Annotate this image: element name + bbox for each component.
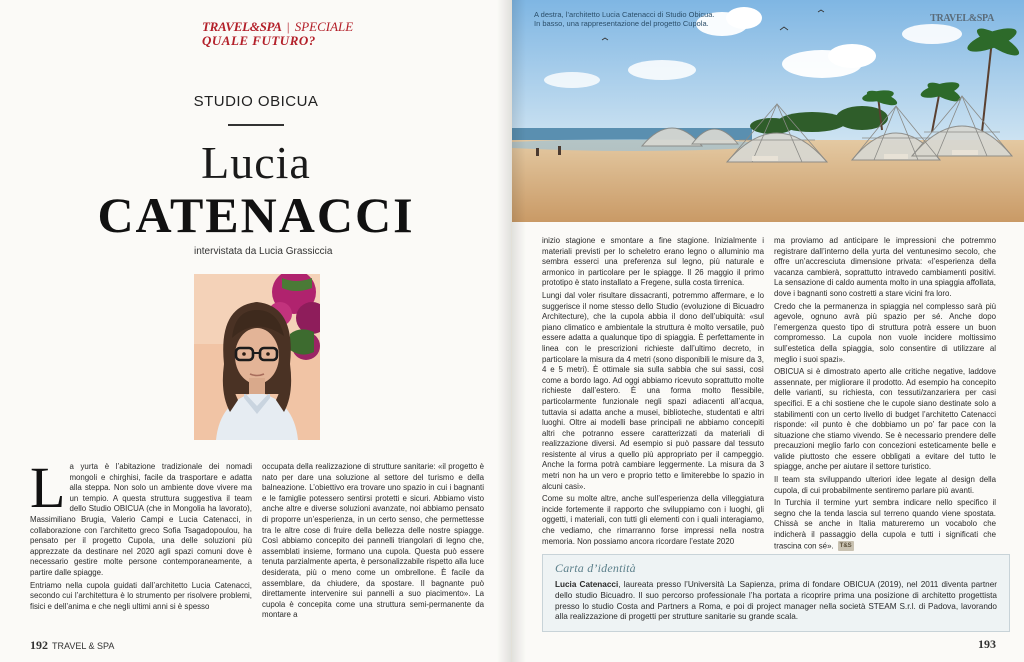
masthead-separator: | xyxy=(286,19,290,34)
paragraph: Entriamo nella cupola guidati dall’architetto Lucia Catenacci, secondo cui l’architettura è lo strumento per risolvere problemi, fisici e dell’anima e che negli ultimi anni si è spesso xyxy=(30,580,252,611)
left-column-1 xyxy=(30,455,252,614)
paragraph: Come su molte altre, anche sull’esperienza della villeggiatura incide fortemente il rapporto che sviluppiamo con i luoghi, gli oggetti, i materiali, con tutti gli elementi con i quali interagiamo, che vediamo, che rimarranno forse impressi nella nostra memoria. Non possiamo ancora ricordare l’estate 2020 xyxy=(542,494,764,546)
title-divider xyxy=(228,124,284,126)
identity-card-box xyxy=(542,554,1010,632)
photo-caption-line: A destra, l’architetto Lucia Catenacci di Studio Obicua. xyxy=(534,10,715,19)
page-number-left: 192 xyxy=(30,638,48,652)
right-page xyxy=(512,0,1024,662)
folio-label: TRAVEL & SPA xyxy=(52,641,115,651)
article-title-last: CATENACCI xyxy=(97,187,415,243)
masthead-section: SPECIALE xyxy=(294,19,354,34)
folio-left xyxy=(30,638,114,653)
beach-domes-photo xyxy=(512,0,1024,222)
beach-domes-illustration xyxy=(512,0,1024,222)
masthead-subtitle: QUALE FUTURO? xyxy=(202,33,316,48)
article-byline: intervistata da Lucia Grassiccia xyxy=(194,246,333,257)
masthead xyxy=(202,20,353,48)
article-kicker: STUDIO OBICUA xyxy=(193,93,319,110)
paragraph: Il team sta sviluppando ulteriori idee legate al design della cupola, di cui probabilmente sentiremo parlare più avanti. xyxy=(774,475,996,495)
paragraph: ma proviamo ad anticipare le impressioni che potremmo registrare dall’interno della yurta del ventunesimo secolo, che offre un’accresciuta dimensione privata: «l’esperienza della vacanza cambierà, soprattutto intravedo cambiamenti positivi. La sensazione di caldo aumenta molto in una spiaggia affollata, dove i bagnanti sono costretti a stare vicini fra loro. xyxy=(774,236,996,298)
drop-cap: L xyxy=(30,455,66,520)
paragraph: occupata della realizzazione di strutture sanitarie: «il progetto è nato per dare una soluzione al settore del turismo e della balneazione. L’obiettivo era trovare uno spazio in cui i bagnanti e le famiglie potessero sentirsi protetti e sicuri. Abbiamo visto anche altre e diverse soluzioni avanzate, noi abbiamo pensato di proporre un’esperienza, in un certo senso, che permettesse tra le altre cose di fruire della bellezza delle nostre spiagge. Così abbiamo concepito dei pannelli triangolari di legno che, assemblati insieme, formano una cupola. Questa può essere tenuta parzialmente aperta, è personalizzabile rispetto alla luce desiderata, più o meno come un ombrellone. È facile da assemblare, da chiudere, da spostare. Il bagnante può direttamente intervenire sui pannelli a suo piacimento». La cupola è concepita come una struttura semi-permanente da montare a xyxy=(262,462,484,620)
identity-card-name: Lucia Catenacci xyxy=(555,580,619,589)
identity-card-body: , laureata presso l’Università La Sapienza, prima di fondare OBICUA (2019), nel 2011 diventa partner dello studio Bicuadro. Il suo percorso professionale l’ha portata a ricoprire prima una posizione di architetto progettista presso lo studio Costa and Partners a Roma, e poi di project manager nella società STEAM S.r.l. di Padova, lavorando alla realizzazione di progetti per strutture sanitarie su grande scala. xyxy=(555,580,998,622)
portrait-illustration xyxy=(194,274,320,440)
paragraph xyxy=(774,498,996,551)
masthead-brand: TRAVEL&SPA xyxy=(202,19,282,34)
photo-caption xyxy=(534,10,734,28)
photo-brand-logo: TRAVEL&SPA xyxy=(930,13,994,24)
paragraph-text: In Turchia il termine yurt sembra indicare nello specifico il segno che la tenda lascia sul terreno quando viene spostata. Chissà se anche in Italia matureremo un vocabolo che indicherà il passaggio della cupola e tutti i significati che trascina con sé». xyxy=(774,498,996,551)
left-column-2 xyxy=(262,462,484,623)
paragraph: Credo che la permanenza in spiaggia nel complesso sarà più agevole, ognuno avrà più spazio per sé. Anche dopo l’emergenza questo tipo di struttura potrà essere un buon compromesso. La cupola non vuole incidere moltissimo sull’estetica della spiaggia, solo consentire di utilizzare al meglio i suoi spazi». xyxy=(774,301,996,364)
paragraph: OBICUA si è dimostrato aperto alle critiche negative, laddove assennate, per migliorare il prodotto. Ad esempio ha concepito delle varianti, su richiesta, con tessuti/zanzariera per casi specifici. E a chi sostiene che le cupole siano destinate solo a stabilimenti con un certo livello di budget l’architetto Catenacci risponde: «il punto è che dobbiamo un po’ far pace con la situazione che stiamo vivendo. Se è necessario prendere delle precauzioni meglio farlo con concezioni esteticamente belle e valide piuttosto che essere obbligati a evitare del tutto le spiagge, anche per aiutare il settore turistico. xyxy=(774,367,996,472)
identity-card-title: Carta d’identità xyxy=(555,561,636,575)
paragraph: Lungi dal voler risultare dissacranti, potremmo affermare, e lo suggerisce il nome stesso dello Studio (evoluzione di Bicuadro Architecture), che la cupola abbia il dono dell’ubiquità: «sul piano climatico e ambientale la struttura è molto versatile, può essere adatta a qualunque tipo di spiaggia. È perfettamente in linea con le prescrizioni richieste dall’ultimo decreto, in particolare la misura da 4 metri (sono disponibili le misure da 3, 4 e 5 metri). È ottimale sia sulla sabbia che sui sassi, così come a bordo lago. Ad oggi abbiamo ricevuto soprattutto molte richieste dall’estero. È una forma molto flessibile, particolarmente funzionale negli spazi adiacenti all’acqua, tuttavia si adatta anche a musei, biblioteche, studentati e altri luoghi. Oltre ai modelli base principali ne abbiamo concepiti altri che potranno essere caratterizzati da materiali di realizzazione diversi. Ad esempio si può passare dal tessuto resistente al virus a quello più appropriato per il campeggio. Anche la forma potrà cambiare leggermente. La misura da 3 metri non ha un vero e proprio tetto e limiterebbe lo spazio in alcuni casi». xyxy=(542,290,764,491)
portrait-photo xyxy=(194,274,320,440)
end-mark: T&S xyxy=(838,541,854,552)
article-title-first: Lucia xyxy=(201,137,311,188)
identity-card-text xyxy=(555,580,997,623)
paragraph: a yurta è l’abitazione tradizionale dei nomadi mongoli e chirghisi, facile da trasportare e adatta alla steppa. Non solo un ambiente dove vivere ma un tempio. A questa struttura suggestiva il team dello Studio OBICUA (che in Mongolia ha lavorato), Massimiliano Brugia, Valerio Campi e Lucia Catenacci, in collaborazione con l’architetto greco Sofia Tsagadopoulou, ha pensato per il progetto Cupola, una delle soluzioni più apprezzate da destinare nel 2020 agli spazi comuni dove è necessario gestire molte persone contemporaneamente, a partire dalle spiagge. xyxy=(30,462,252,577)
paragraph: inizio stagione e smontare a fine stagione. Inizialmente i materiali previsti per lo scheletro erano legno o alluminio ma sembra esserci una preferenza sul legno, più naturale e armonico in particolare per le spiagge. Il 26 maggio il primo prototipo è stato installato a Fregene, sulla costa tirrenica. xyxy=(542,236,764,288)
photo-caption-line: In basso, una rappresentazione del progetto Cupola. xyxy=(534,19,709,28)
right-column-1 xyxy=(542,236,764,549)
page-number-right: 193 xyxy=(978,637,996,651)
right-column-2 xyxy=(774,236,996,554)
